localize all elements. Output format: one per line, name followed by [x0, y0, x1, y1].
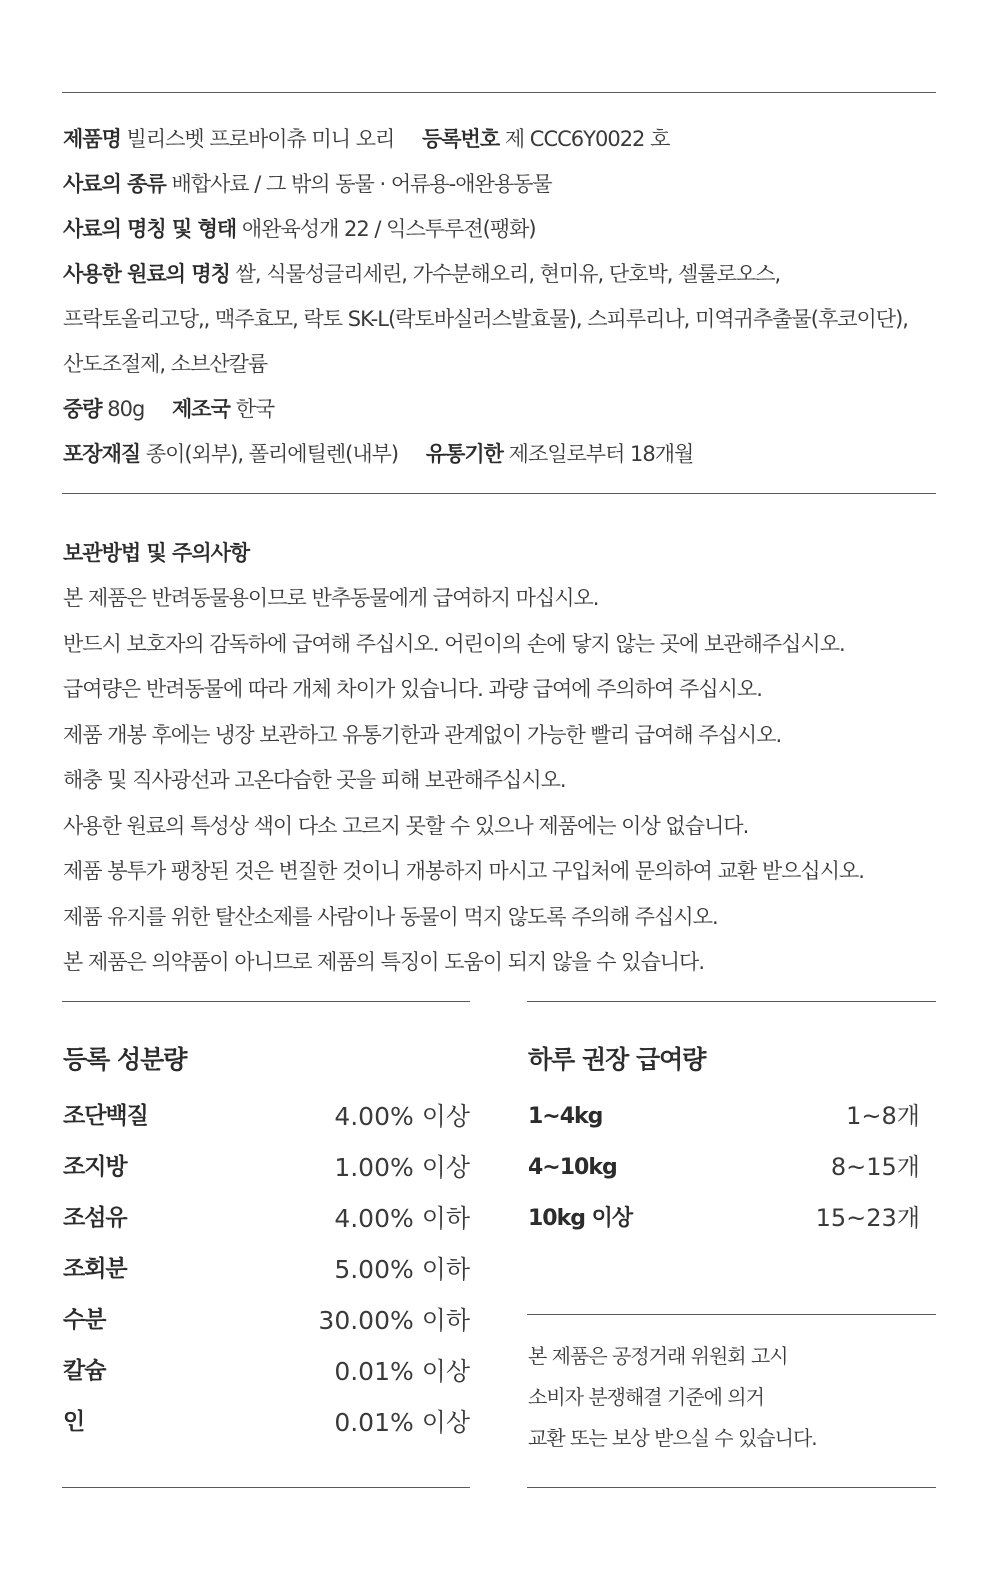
- country-label: 제조국: [172, 397, 230, 421]
- info-line-name: [63, 117, 953, 162]
- divider-right-bottom: [527, 1487, 936, 1488]
- feeding-amount: 15~23개: [815, 1204, 920, 1232]
- analysis-row: [63, 1244, 470, 1295]
- divider-left-top: [62, 1001, 470, 1002]
- caution-line: 제품 유지를 위한 탈산소제를 사람이나 동물이 먹지 않도록 주의해 주십시오.: [63, 904, 718, 929]
- info-line-weight: [63, 387, 953, 432]
- registration-value: 제 CCC6Y0022 호: [504, 127, 670, 151]
- analysis-name: 조단백질: [63, 1103, 148, 1129]
- caution-line: 해충 및 직사광선과 고온다습한 곳을 피해 보관해주십시오.: [63, 768, 566, 792]
- ingredients-value-line-2: 프락토올리고당,, 맥주효모, 락토 SK-L(락토바실러스발효물), 스피루리나, 미역귀추출물(후코이단),: [63, 307, 908, 331]
- feed-type-label: 사료의 종류: [63, 172, 166, 196]
- info-line-packaging: [63, 432, 953, 477]
- weight-label: 중량: [63, 397, 102, 421]
- registration-label: 등록번호: [421, 127, 500, 151]
- info-line-ingredients-3: [63, 342, 953, 387]
- product-name-value: 빌리스벳 프로바이츄 미니 오리: [126, 127, 395, 151]
- divider-top: [62, 92, 936, 93]
- analysis-name: 수분: [63, 1307, 106, 1333]
- analysis-row: [63, 1295, 470, 1346]
- analysis-row: [63, 1091, 470, 1142]
- analysis-row: [63, 1346, 470, 1397]
- caution-line: 반드시 보호자의 감독하에 급여해 주십시오. 어린이의 손에 닿지 않는 곳에 보관해주십시오.: [63, 631, 845, 656]
- analysis-name: 조지방: [63, 1154, 127, 1180]
- feeding-amount: 1~8개: [846, 1102, 920, 1130]
- info-line-ingredients-2: [63, 297, 953, 342]
- feeding-weight: 10kg 이상: [528, 1206, 633, 1231]
- analysis-row: [63, 1142, 470, 1193]
- feeding-row: [528, 1142, 920, 1193]
- feeding-amount: 8~15개: [830, 1153, 920, 1181]
- expiry-value: 제조일로부터 18개월: [508, 442, 694, 466]
- country-value: 한국: [235, 397, 275, 421]
- analysis-value: 0.01% 이상: [334, 1357, 470, 1386]
- ingredients-value-line-1: 쌀, 식물성글리세린, 가수분해오리, 현미유, 단호박, 셀룰로오스,: [235, 262, 781, 286]
- caution-line: 제품 봉투가 팽창된 것은 변질한 것이니 개봉하지 마시고 구입처에 문의하여 교환 받으십시오.: [63, 859, 864, 883]
- product-name-label: 제품명: [63, 127, 121, 151]
- analysis-value: 30.00% 이하: [318, 1306, 470, 1335]
- feeding-row: [528, 1091, 920, 1142]
- ingredients-value-line-3: 산도조절제, 소브산칼륨: [63, 352, 268, 376]
- analysis-title: 등록 성분량: [63, 1045, 187, 1074]
- caution-section: [63, 530, 953, 986]
- analysis-value: 4.00% 이하: [334, 1204, 470, 1233]
- feed-form-label: 사료의 명칭 및 형태: [63, 217, 237, 241]
- feeding-title: 하루 권장 급여량: [528, 1045, 706, 1074]
- caution-line: 본 제품은 의약품이 아니므로 제품의 특징이 도움이 되지 않을 수 있습니다.: [63, 950, 705, 974]
- weight-value: 80g: [107, 397, 145, 421]
- caution-title: 보관방법 및 주의사항: [63, 541, 250, 565]
- analysis-value: 0.01% 이상: [334, 1408, 470, 1437]
- caution-line: 제품 개봉 후에는 냉장 보관하고 유통기한과 관계없이 가능한 빨리 급여해 주십시오.: [63, 722, 782, 747]
- info-line-type: [63, 162, 953, 207]
- analysis-row: [63, 1193, 470, 1244]
- feeding-weight: 4~10kg: [528, 1155, 617, 1180]
- feed-type-value: 배합사료 / 그 밖의 동물 · 어류용-애완용동물: [171, 172, 552, 196]
- product-info-section: [63, 117, 953, 477]
- notice-section: [528, 1336, 938, 1459]
- divider-middle: [62, 493, 936, 494]
- divider-left-bottom: [62, 1487, 470, 1488]
- feeding-weight: 1~4kg: [528, 1104, 603, 1129]
- notice-line: 본 제품은 공정거래 위원회 고시: [528, 1344, 788, 1368]
- feeding-row: [528, 1193, 920, 1244]
- packaging-value: 종이(외부), 폴리에틸렌(내부): [145, 442, 399, 466]
- analysis-name: 조섬유: [63, 1205, 127, 1231]
- analysis-name: 조회분: [63, 1256, 127, 1282]
- ingredients-label: 사용한 원료의 명칭: [63, 262, 230, 286]
- analysis-table: [63, 1091, 470, 1448]
- feeding-table: [528, 1091, 920, 1244]
- analysis-row: [63, 1397, 470, 1448]
- divider-right-middle: [527, 1314, 936, 1315]
- analysis-value: 1.00% 이상: [334, 1153, 470, 1182]
- caution-line: 사용한 원료의 특성상 색이 다소 고르지 못할 수 있으나 제품에는 이상 없습니다.: [63, 813, 749, 838]
- caution-line: 급여량은 반려동물에 따라 개체 차이가 있습니다. 과량 급여에 주의하여 주십시오.: [63, 677, 762, 701]
- packaging-label: 포장재질: [63, 442, 141, 466]
- expiry-label: 유통기한: [425, 442, 503, 466]
- analysis-value: 4.00% 이상: [334, 1102, 470, 1131]
- divider-right-top: [527, 1001, 936, 1002]
- analysis-name: 인: [63, 1409, 85, 1435]
- info-line-ingredients: [63, 252, 953, 297]
- caution-line: 본 제품은 반려동물용이므로 반추동물에게 급여하지 마십시오.: [63, 586, 599, 610]
- analysis-name: 칼슘: [63, 1358, 106, 1384]
- feed-form-value: 애완육성개 22 / 익스투루젼(팽화): [241, 217, 536, 241]
- analysis-value: 5.00% 이하: [334, 1255, 470, 1284]
- notice-line: 소비자 분쟁해결 기준에 의거: [528, 1385, 764, 1409]
- notice-line: 교환 또는 보상 받으실 수 있습니다.: [528, 1426, 817, 1450]
- info-line-form: [63, 207, 953, 252]
